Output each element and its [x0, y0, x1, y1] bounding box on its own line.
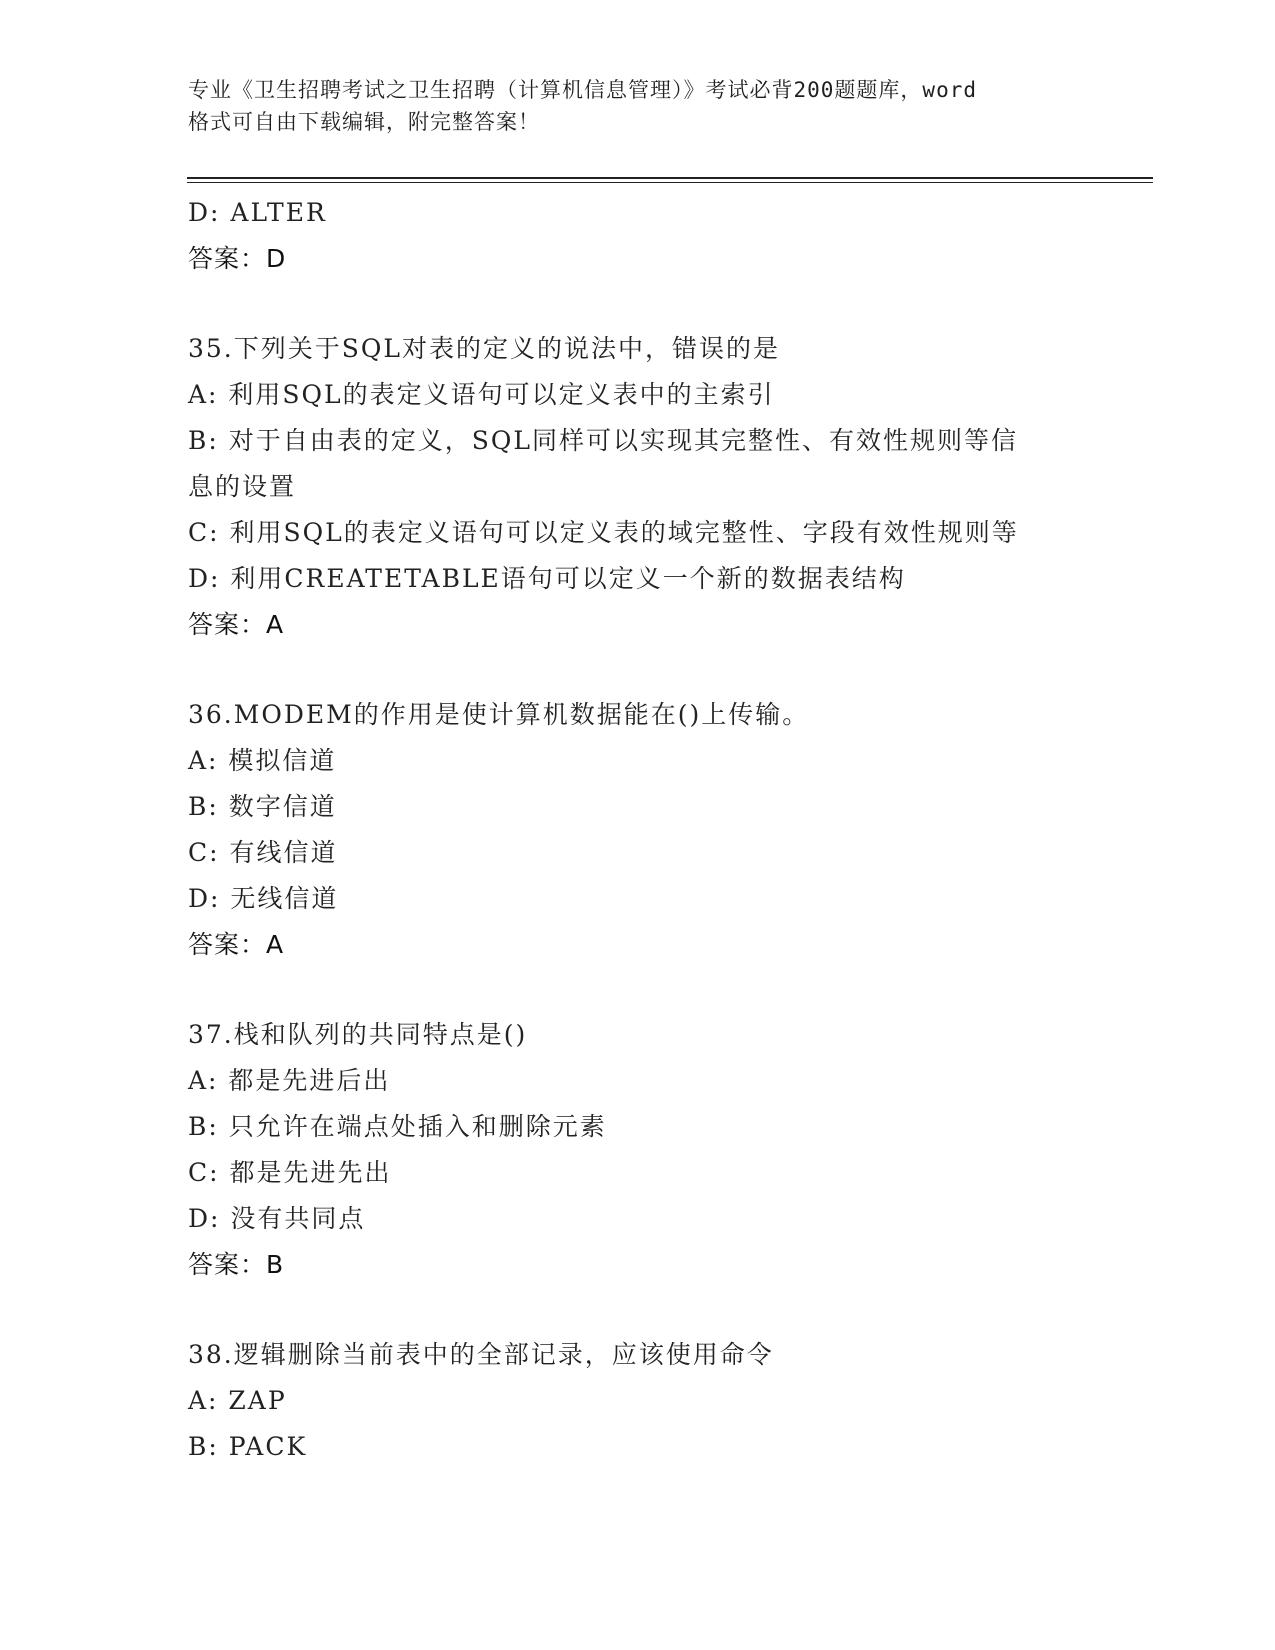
question-37	[188, 1012, 1088, 1288]
answer-line: 答案：A	[188, 930, 285, 959]
option-c: C: 都是先进先出	[188, 1158, 392, 1187]
option-b: B: PACK	[188, 1432, 308, 1461]
question-35	[188, 326, 1088, 648]
option-d: D: 无线信道	[188, 884, 339, 913]
answer-line: 答案：D	[188, 244, 287, 273]
header-divider-thin	[187, 182, 1153, 183]
header-title-line-1: 专业《卫生招聘考试之卫生招聘（计算机信息管理）》考试必背200题题库，word	[188, 78, 977, 102]
option-b-line-2: 息的设置	[188, 472, 297, 501]
answer-line: 答案：A	[188, 610, 285, 639]
question-list	[188, 190, 1088, 1470]
option-d: D: ALTER	[188, 198, 327, 227]
question-34-fragment	[188, 190, 1088, 282]
question-text: 37.栈和队列的共同特点是()	[188, 1020, 528, 1049]
option-a: A: 都是先进后出	[188, 1066, 391, 1095]
spacer	[188, 1288, 1088, 1332]
option-d: D: 利用CREATETABLE语句可以定义一个新的数据表结构	[188, 564, 906, 593]
question-text: 36.MODEM的作用是使计算机数据能在()上传输。	[188, 700, 810, 729]
spacer	[188, 648, 1088, 692]
question-text: 35.下列关于SQL对表的定义的说法中，错误的是	[188, 334, 780, 363]
header-divider-thick	[187, 177, 1153, 179]
option-a: A: ZAP	[188, 1386, 287, 1415]
question-36	[188, 692, 1088, 968]
option-b-line-1: B: 对于自由表的定义，SQL同样可以实现其完整性、有效性规则等信	[188, 426, 1018, 455]
option-b: B: 只允许在端点处插入和删除元素	[188, 1112, 607, 1141]
spacer	[188, 282, 1088, 326]
document-header	[188, 74, 1088, 138]
header-title-line-2: 格式可自由下载编辑，附完整答案！	[188, 110, 540, 134]
option-a: A: 模拟信道	[188, 746, 337, 775]
option-c: C: 利用SQL的表定义语句可以定义表的域完整性、字段有效性规则等	[188, 518, 1019, 547]
spacer	[188, 968, 1088, 1012]
question-38	[188, 1332, 1088, 1470]
answer-line: 答案：B	[188, 1250, 285, 1279]
option-d: D: 没有共同点	[188, 1204, 366, 1233]
option-b: B: 数字信道	[188, 792, 337, 821]
option-c: C: 有线信道	[188, 838, 338, 867]
option-a: A: 利用SQL的表定义语句可以定义表中的主索引	[188, 380, 775, 409]
question-text: 38.逻辑删除当前表中的全部记录，应该使用命令	[188, 1340, 774, 1369]
